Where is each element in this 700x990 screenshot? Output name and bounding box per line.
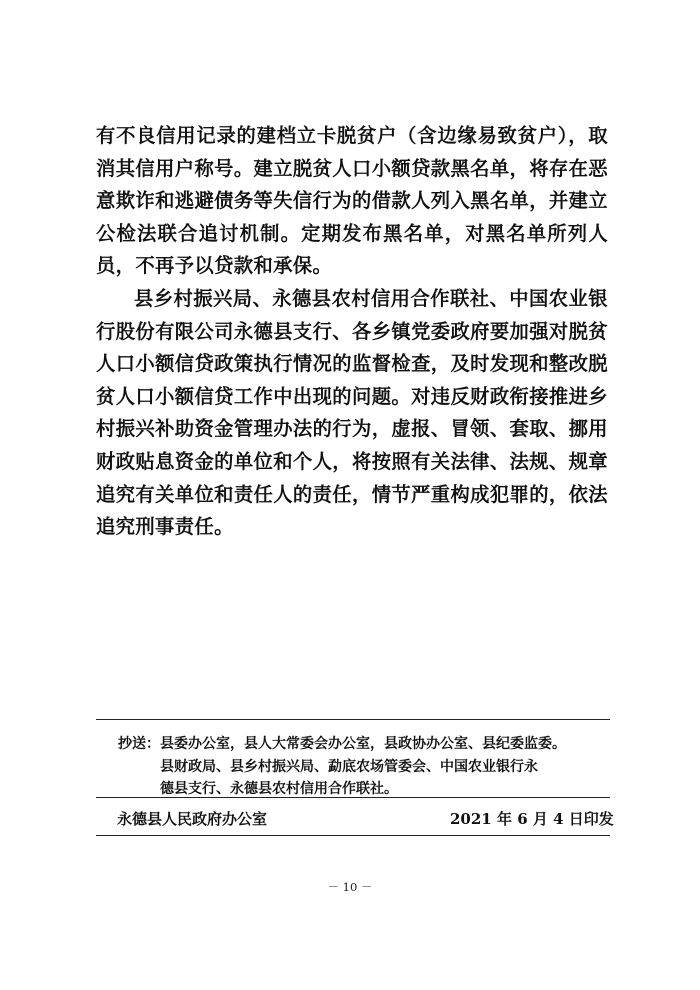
paragraph-blacklist: 有不良信用记录的建档立卡脱贫户（含边缘易致贫户），取消其信用户称号。建立脱贫人口小额贷款黑名单，将存在恶意欺诈和逃避债务等失信行为的借款人列入黑名单，并建立公检法联合追讨机制。定期发布黑名单，对黑名单所列人员，不再予以贷款和承保。 xyxy=(96,124,608,278)
distribution-line: 德县支行、永德县农村信用合作联社。 xyxy=(160,781,398,797)
issuer: 永德县人民政府办公室 xyxy=(117,810,268,828)
distribution-line: 抄送：县委办公室，县人大常委会办公室，县政协办公室、县纪委监委。 xyxy=(118,736,566,752)
paragraph-supervision: 县乡村振兴局、永德县农村信用合作联社、中国农业银行股份有限公司永德县支行、各乡镇党委政府要加强对脱贫人口小额信贷政策执行情况的监督检查，及时发现和整改脱贫人口小额信贷工作中出现的问题。对违反财政衔接推进乡村振兴补助资金管理办法的行为，虚报、冒领、套取、挪用财政贴息资金的单位和个人，将按照有关法律、法规、规章追究有关单位和责任人的责任，情节严重构成犯罪的，依法追究刑事责任。 xyxy=(96,286,608,539)
document-body xyxy=(96,120,608,544)
top-divider xyxy=(96,719,610,720)
distribution-line: 县财政局、县乡村振兴局、勐底农场管委会、中国农业银行永 xyxy=(160,758,538,775)
middle-divider xyxy=(96,797,610,798)
page-number: － 10 － xyxy=(327,880,373,894)
distribution-list xyxy=(118,733,610,801)
bottom-divider xyxy=(96,835,610,836)
issue-date: 2021 年 6 月 4 日印发 xyxy=(450,810,614,828)
